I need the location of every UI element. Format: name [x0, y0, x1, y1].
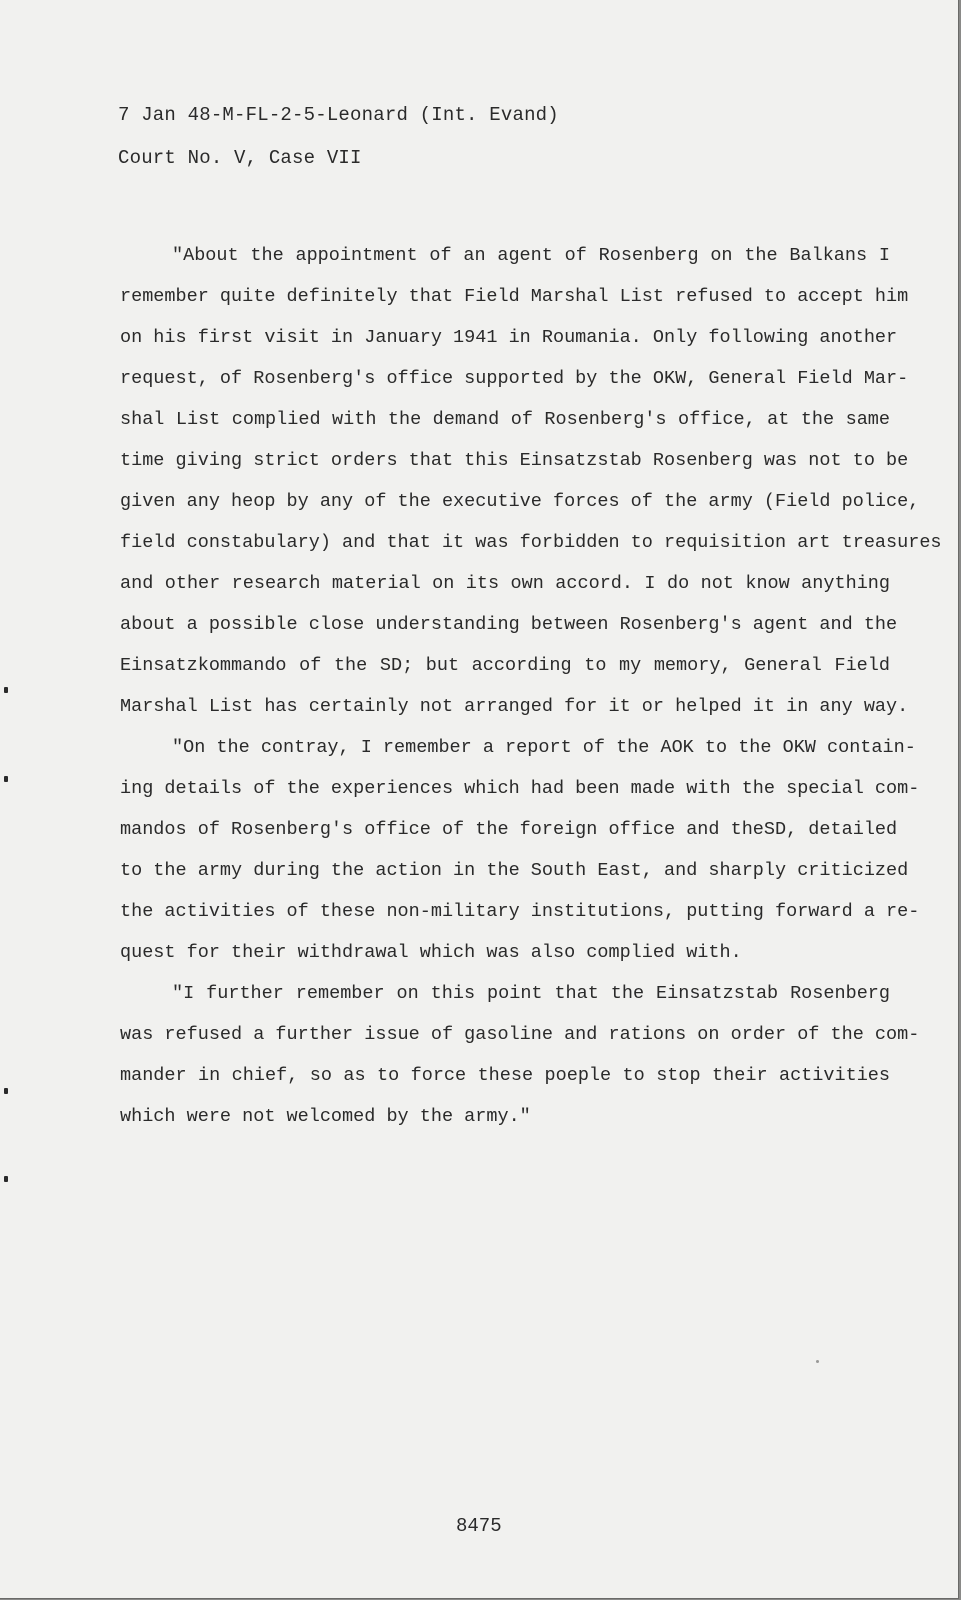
text-line: "About the appointment of an agent of Rosenberg on the Balkans I: [172, 245, 890, 266]
text-line: "On the contray, I remember a report of the AOK to the OKW contain-: [172, 737, 916, 758]
document-reference: 7 Jan 48-M-FL-2-5-Leonard (Int. Evand): [118, 104, 559, 126]
text-line: to the army during the action in the South East, and sharply criticized: [120, 860, 909, 881]
text-line: remember quite definitely that Field Marshal List refused to accept him: [120, 286, 909, 307]
text-line: field constabulary) and that it was forbidden to requisition art treasures: [120, 532, 942, 553]
text-line: "I further remember on this point that the Einsatzstab Rosenberg: [172, 983, 890, 1004]
text-line: was refused a further issue of gasoline and rations on order of the com-: [120, 1024, 920, 1045]
page-number: 8475: [456, 1515, 502, 1537]
text-line: ing details of the experiences which had been made with the special com-: [120, 778, 920, 799]
punch-mark: [4, 1176, 8, 1182]
text-line: the activities of these non-military institutions, putting forward a re-: [120, 901, 920, 922]
text-line: time giving strict orders that this Einsatzstab Rosenberg was not to be: [120, 450, 909, 471]
text-line: request, of Rosenberg's office supported by the OKW, General Field Mar-: [120, 368, 909, 389]
punch-mark: [4, 687, 8, 693]
court-case-line: Court No. V, Case VII: [118, 147, 362, 169]
punch-mark: [4, 1088, 8, 1094]
text-line: quest for their withdrawal which was also complied with.: [120, 942, 742, 963]
text-line: mander in chief, so as to force these poeple to stop their activities: [120, 1065, 890, 1086]
text-line: which were not welcomed by the army.": [120, 1106, 531, 1127]
text-line: on his first visit in January 1941 in Roumania. Only following another: [120, 327, 898, 348]
text-line: and other research material on its own accord. I do not know anything: [120, 573, 890, 594]
text-line: mandos of Rosenberg's office of the foreign office and theSD, detailed: [120, 819, 898, 840]
text-line: Marshal List has certainly not arranged for it or helped it in any way.: [120, 696, 909, 717]
punch-mark: [4, 776, 8, 782]
text-line: Einsatzkommando of the SD; but according to my memory, General Field: [120, 655, 890, 676]
text-line: given any heop by any of the executive forces of the army (Field police,: [120, 491, 920, 512]
paper-speck: [816, 1360, 819, 1363]
text-line: about a possible close understanding between Rosenberg's agent and the: [120, 614, 898, 635]
text-line: shal List complied with the demand of Rosenberg's office, at the same: [120, 409, 890, 430]
